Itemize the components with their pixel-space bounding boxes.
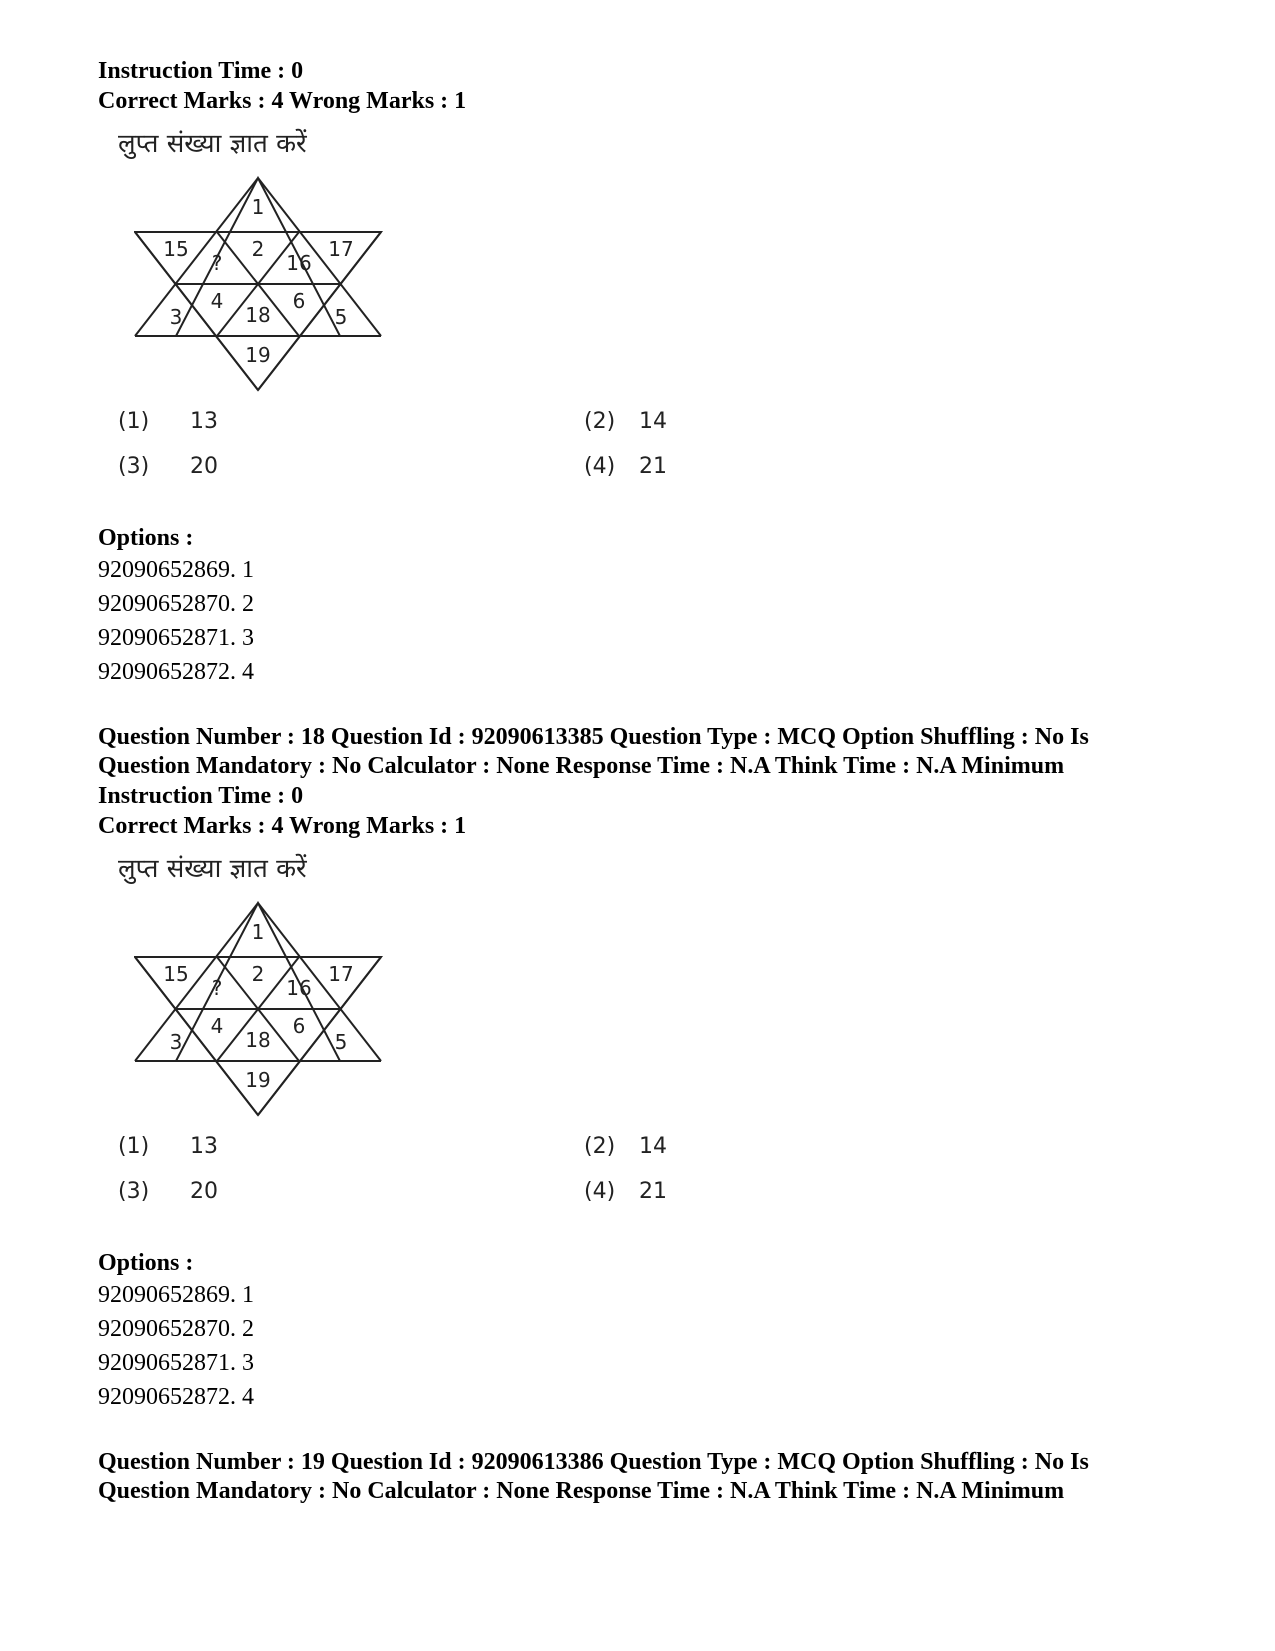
cell-right-inner-lower: 6 — [292, 289, 306, 313]
option-item: 92090652870. 2 — [98, 1316, 254, 1342]
exam-page — [98, 56, 1178, 1506]
instruction-time: Instruction Time : 0 — [98, 58, 304, 84]
cell-right-upper: 17 — [328, 962, 354, 986]
marks-line: Correct Marks : 4 Wrong Marks : 1 — [98, 88, 467, 114]
choice-1: (1) 13 — [118, 1134, 218, 1159]
choice-1: (1) 13 — [118, 409, 218, 434]
options-label: Options : — [98, 525, 194, 551]
choice-3: (3) 20 — [118, 454, 218, 479]
cell-missing: ? — [211, 976, 223, 1000]
cell-center-bottom: 18 — [245, 303, 271, 327]
question-header: Question Mandatory : No Calculator : None Response Time : N.A Think Time : N.A Minimum — [98, 753, 1065, 779]
cell-left-inner-lower: 4 — [210, 289, 224, 313]
choice-4: (4) 21 — [584, 454, 667, 479]
figure-prompt: लुप्त संख्या ज्ञात करें — [118, 129, 307, 159]
cell-right-inner-upper: 16 — [286, 976, 312, 1000]
option-item: 92090652869. 1 — [98, 1282, 254, 1308]
cell-right-inner-lower: 6 — [292, 1014, 306, 1038]
cell-bottom: 19 — [245, 343, 271, 367]
cell-right-lower: 5 — [334, 305, 348, 329]
cell-missing: ? — [211, 251, 223, 275]
option-item: 92090652871. 3 — [98, 625, 254, 651]
option-item: 92090652870. 2 — [98, 591, 254, 617]
cell-center-top: 2 — [251, 962, 265, 986]
cell-right-inner-upper: 16 — [286, 251, 312, 275]
choice-2: (2) 14 — [584, 1134, 667, 1159]
option-item: 92090652871. 3 — [98, 1350, 254, 1376]
cell-right-upper: 17 — [328, 237, 354, 261]
choice-3: (3) 20 — [118, 1179, 218, 1204]
cell-top: 1 — [251, 195, 265, 219]
question-header: Question Number : 19 Question Id : 92090613386 Question Type : MCQ Option Shuffling : No Is — [98, 1449, 1089, 1475]
option-item: 92090652869. 1 — [98, 557, 254, 583]
question-header: Question Mandatory : No Calculator : None Response Time : N.A Think Time : N.A Minimum — [98, 1478, 1065, 1504]
question-header: Question Number : 18 Question Id : 92090613385 Question Type : MCQ Option Shuffling : No Is — [98, 724, 1089, 750]
choice-4: (4) 21 — [584, 1179, 667, 1204]
cell-center-top: 2 — [251, 237, 265, 261]
cell-left-lower: 3 — [169, 305, 183, 329]
options-label: Options : — [98, 1250, 194, 1276]
star-puzzle-lines — [134, 176, 404, 406]
cell-center-bottom: 18 — [245, 1028, 271, 1052]
marks-line: Correct Marks : 4 Wrong Marks : 1 — [98, 813, 467, 839]
choice-2: (2) 14 — [584, 409, 667, 434]
cell-left-upper: 15 — [163, 962, 189, 986]
figure-prompt: लुप्त संख्या ज्ञात करें — [118, 854, 307, 884]
cell-left-inner-lower: 4 — [210, 1014, 224, 1038]
instruction-time: Instruction Time : 0 — [98, 783, 304, 809]
star-puzzle-lines — [134, 901, 404, 1131]
option-item: 92090652872. 4 — [98, 1384, 254, 1410]
cell-left-lower: 3 — [169, 1030, 183, 1054]
cell-top: 1 — [251, 920, 265, 944]
question-figure — [116, 849, 756, 1234]
cell-bottom: 19 — [245, 1068, 271, 1092]
cell-right-lower: 5 — [334, 1030, 348, 1054]
cell-left-upper: 15 — [163, 237, 189, 261]
option-item: 92090652872. 4 — [98, 659, 254, 685]
question-figure — [116, 124, 756, 509]
